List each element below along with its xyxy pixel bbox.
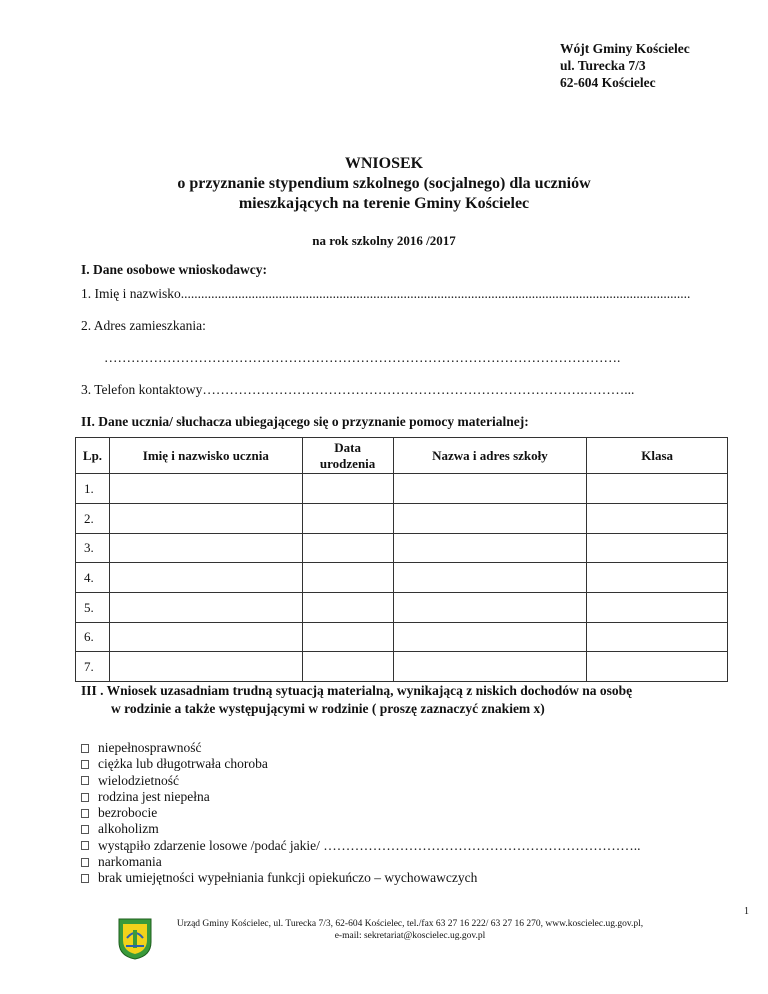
school-year: na rok szkolny 2016 /2017 [312, 233, 456, 248]
field-phone[interactable]: 3. Telefon kontaktowy………………………………………………………………………….………... [81, 382, 635, 397]
table-row [76, 623, 728, 652]
row-number: 5. [76, 593, 110, 623]
table-row [76, 593, 728, 623]
row-number: 7. [76, 652, 110, 682]
page-number: 1 [744, 906, 749, 917]
option-label: narkomania [98, 854, 162, 870]
cell-school[interactable] [393, 504, 587, 534]
option-label: brak umiejętności wypełniania funkcji opiekuńczo – wychowawczych [98, 870, 478, 886]
addressee-block [560, 40, 760, 91]
title-main: WNIOSEK [344, 155, 424, 172]
checkbox[interactable] [81, 825, 89, 834]
checkbox[interactable] [81, 744, 89, 753]
header-lp: Lp. [76, 438, 110, 474]
cell-school[interactable] [393, 623, 587, 652]
header-birth-date-line-1: Data [334, 439, 361, 455]
header-student-name: Imię i nazwisko ucznia [109, 438, 302, 474]
option-label: wielodzietność [98, 772, 179, 788]
cell-class[interactable] [587, 474, 728, 504]
option-label: wystąpiło zdarzenie losowe /podać jakie/ …………………………………………………………….. [98, 837, 641, 853]
header-birth-date-line-2: urodzenia [319, 455, 376, 471]
footer-line-1: Urząd Gminy Kościelec, ul. Turecka 7/3, 62-604 Kościelec, tel./fax 63 27 16 222/ 63 27 16 270, www.koscielec.ug.gov.pl, [176, 919, 644, 929]
list-item [81, 821, 641, 837]
cell-school[interactable] [393, 474, 587, 504]
list-item [81, 740, 641, 756]
cell-birth-date[interactable] [302, 623, 393, 652]
cell-school[interactable] [393, 534, 587, 563]
table-row [76, 504, 728, 534]
section-3-heading-line-1: III . Wniosek uzasadniam trudną sytuacją materialną, wynikającą z niskich dochodów na osobę [81, 683, 633, 698]
section-3-heading-line-2: w rodzinie a także występującymi w rodzinie ( proszę zaznaczyć znakiem x) [111, 701, 545, 716]
cell-class[interactable] [587, 534, 728, 563]
checkbox[interactable] [81, 841, 89, 850]
option-label: ciężka lub długotrwała choroba [98, 756, 268, 772]
cell-class[interactable] [587, 504, 728, 534]
list-item [81, 789, 641, 805]
field-address-line[interactable]: ……………………………………………………………………………………………………. [104, 350, 621, 365]
cell-student-name[interactable] [109, 623, 302, 652]
cell-class[interactable] [587, 652, 728, 682]
row-number: 4. [76, 563, 110, 593]
list-item [81, 838, 641, 854]
footer [150, 918, 670, 942]
cell-school[interactable] [393, 652, 587, 682]
field-name[interactable]: 1. Imię i nazwisko....................................................................................................................................................... [81, 286, 691, 301]
header-class: Klasa [587, 438, 728, 474]
cell-student-name[interactable] [109, 504, 302, 534]
title-line-3: mieszkających na terenie Gminy Kościelec [238, 195, 530, 212]
footer-line-2: e-mail: sekretariat@koscielec.ug.gov.pl [334, 931, 486, 941]
row-number: 2. [76, 504, 110, 534]
section-1-heading: I. Dane osobowe wnioskodawcy: [81, 262, 268, 277]
field-address-label: 2. Adres zamieszkania: [81, 318, 206, 333]
municipality-crest-icon [118, 918, 152, 960]
cell-class[interactable] [587, 623, 728, 652]
hardship-checklist [81, 740, 641, 887]
section-2-heading: II. Dane ucznia/ słuchacza ubiegającego się o przyznanie pomocy materialnej: [81, 414, 529, 429]
cell-student-name[interactable] [109, 474, 302, 504]
cell-class[interactable] [587, 563, 728, 593]
cell-birth-date[interactable] [302, 474, 393, 504]
cell-birth-date[interactable] [302, 593, 393, 623]
cell-birth-date[interactable] [302, 534, 393, 563]
cell-school[interactable] [393, 563, 587, 593]
table-row [76, 534, 728, 563]
cell-birth-date[interactable] [302, 563, 393, 593]
checkbox[interactable] [81, 809, 89, 818]
cell-student-name[interactable] [109, 652, 302, 682]
list-item [81, 756, 641, 772]
row-number: 1. [76, 474, 110, 504]
list-item [81, 854, 641, 870]
option-label: bezrobocie [98, 805, 158, 821]
checkbox[interactable] [81, 858, 89, 867]
row-number: 6. [76, 623, 110, 652]
table-row [76, 474, 728, 504]
cell-student-name[interactable] [109, 593, 302, 623]
cell-birth-date[interactable] [302, 504, 393, 534]
students-table [75, 437, 728, 682]
checkbox[interactable] [81, 793, 89, 802]
section-3-heading [81, 682, 761, 718]
header-birth-date [302, 438, 393, 474]
checkbox[interactable] [81, 874, 89, 883]
cell-student-name[interactable] [109, 563, 302, 593]
addressee-line-3: 62-604 Kościelec [560, 75, 656, 90]
option-label: rodzina jest niepełna [98, 788, 210, 804]
header-school: Nazwa i adres szkoły [393, 438, 587, 474]
row-number: 3. [76, 534, 110, 563]
cell-birth-date[interactable] [302, 652, 393, 682]
list-item [81, 870, 641, 886]
checkbox[interactable] [81, 760, 89, 769]
table-header-row [76, 438, 728, 474]
cell-class[interactable] [587, 593, 728, 623]
addressee-line-1: Wójt Gminy Kościelec [560, 41, 690, 56]
table-row [76, 652, 728, 682]
option-label: niepełnosprawność [98, 740, 202, 755]
title-line-2: o przyznanie stypendium szkolnego (socjalnego) dla uczniów [177, 175, 591, 192]
list-item [81, 773, 641, 789]
checkbox[interactable] [81, 776, 89, 785]
list-item [81, 805, 641, 821]
cell-student-name[interactable] [109, 534, 302, 563]
document-title [0, 154, 768, 214]
option-label: alkoholizm [98, 821, 159, 837]
addressee-line-2: ul. Turecka 7/3 [560, 58, 646, 73]
table-row [76, 563, 728, 593]
cell-school[interactable] [393, 593, 587, 623]
